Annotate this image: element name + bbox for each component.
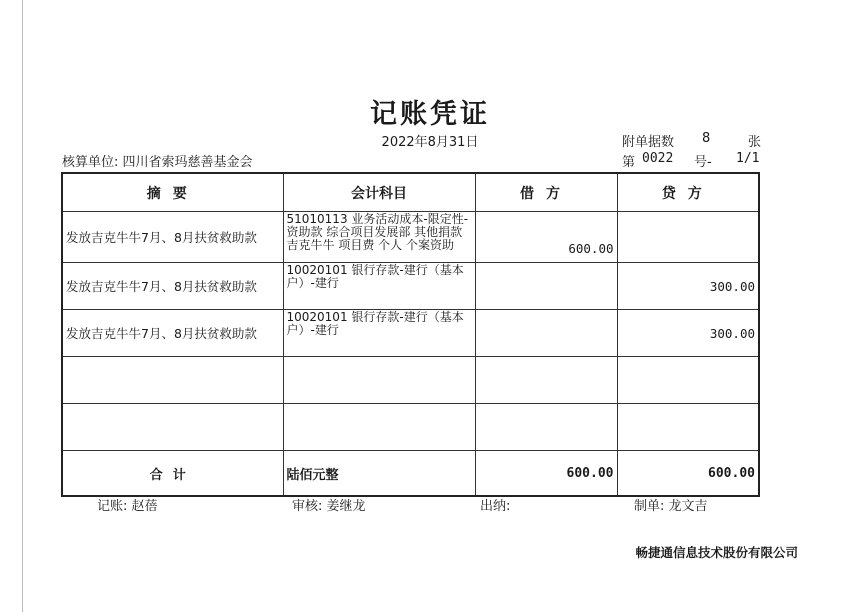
accounting-unit (62, 151, 253, 170)
auditor-name: 姜继龙 (326, 499, 366, 514)
voucher-title: 记账凭证 (370, 99, 490, 130)
entry-debit (475, 263, 617, 310)
cashier-label: 出纳: (480, 499, 511, 514)
header-debit: 借方 (475, 173, 617, 212)
total-row (62, 451, 759, 497)
software-company: 畅捷通信息技术股份有限公司 (635, 545, 798, 560)
auditor-label: 审核: (292, 499, 323, 514)
header-account: 会计科目 (283, 173, 475, 212)
attachments-unit: 张 (748, 135, 762, 150)
entry-account: 10020101 银行存款-建行（基本户）-建行 (283, 310, 475, 357)
entry-summary (62, 357, 283, 404)
total-label: 合计 (62, 451, 283, 497)
entry-summary: 发放吉克牛牛7月、8月扶贫救助款 (62, 212, 283, 263)
entry-summary: 发放吉克牛牛7月、8月扶贫救助款 (62, 310, 283, 357)
voucher-number-prefix: 第 (622, 155, 636, 170)
voucher-date: 2022年8月31日 (381, 135, 479, 150)
entry-credit (617, 404, 759, 451)
total-amount-words: 陆佰元整 (283, 451, 475, 497)
preparer-label: 制单: (634, 499, 665, 514)
header-credit: 贷方 (617, 173, 759, 212)
entry-account: 51010113 业务活动成本-限定性-资助款 综合项目发展部 其他捐款 吉克牛牛 项目费 个人 个案资助 (283, 212, 475, 263)
total-debit: 600.00 (475, 451, 617, 497)
table-row (62, 404, 759, 451)
voucher-number-value: 0022 (642, 151, 674, 166)
bookkeeper-name: 赵蓓 (131, 499, 158, 514)
entry-debit: 600.00 (475, 212, 617, 263)
attachments-info (622, 131, 772, 150)
entry-credit: 300.00 (617, 263, 759, 310)
preparer-name: 龙文吉 (668, 499, 708, 514)
voucher-number-sep: 号- (694, 155, 712, 170)
voucher-page: 1/1 (736, 151, 760, 166)
attachments-label: 附单据数 (622, 135, 675, 150)
entry-account (283, 404, 475, 451)
auditor-signature (292, 495, 366, 514)
entry-account: 10020101 银行存款-建行（基本户）-建行 (283, 263, 475, 310)
attachments-count: 8 (702, 131, 711, 146)
total-credit: 600.00 (617, 451, 759, 497)
entry-summary (62, 404, 283, 451)
cashier-signature (480, 495, 510, 514)
voucher-table (61, 172, 760, 497)
entry-debit (475, 310, 617, 357)
table-row (62, 263, 759, 310)
entry-debit (475, 357, 617, 404)
table-row (62, 212, 759, 263)
entry-credit (617, 212, 759, 263)
entry-credit (617, 357, 759, 404)
header-summary: 摘要 (62, 173, 283, 212)
entry-summary: 发放吉克牛牛7月、8月扶贫救助款 (62, 263, 283, 310)
entry-credit: 300.00 (617, 310, 759, 357)
table-row (62, 357, 759, 404)
table-row (62, 310, 759, 357)
bookkeeper-signature (97, 495, 158, 514)
accounting-unit-name: 四川省索玛慈善基金会 (122, 155, 253, 170)
entry-account (283, 357, 475, 404)
entry-debit (475, 404, 617, 451)
preparer-signature (634, 495, 708, 514)
accounting-unit-label: 核算单位: (62, 155, 119, 170)
table-header-row (62, 173, 759, 212)
voucher-number (622, 151, 772, 170)
bookkeeper-label: 记账: (97, 499, 128, 514)
